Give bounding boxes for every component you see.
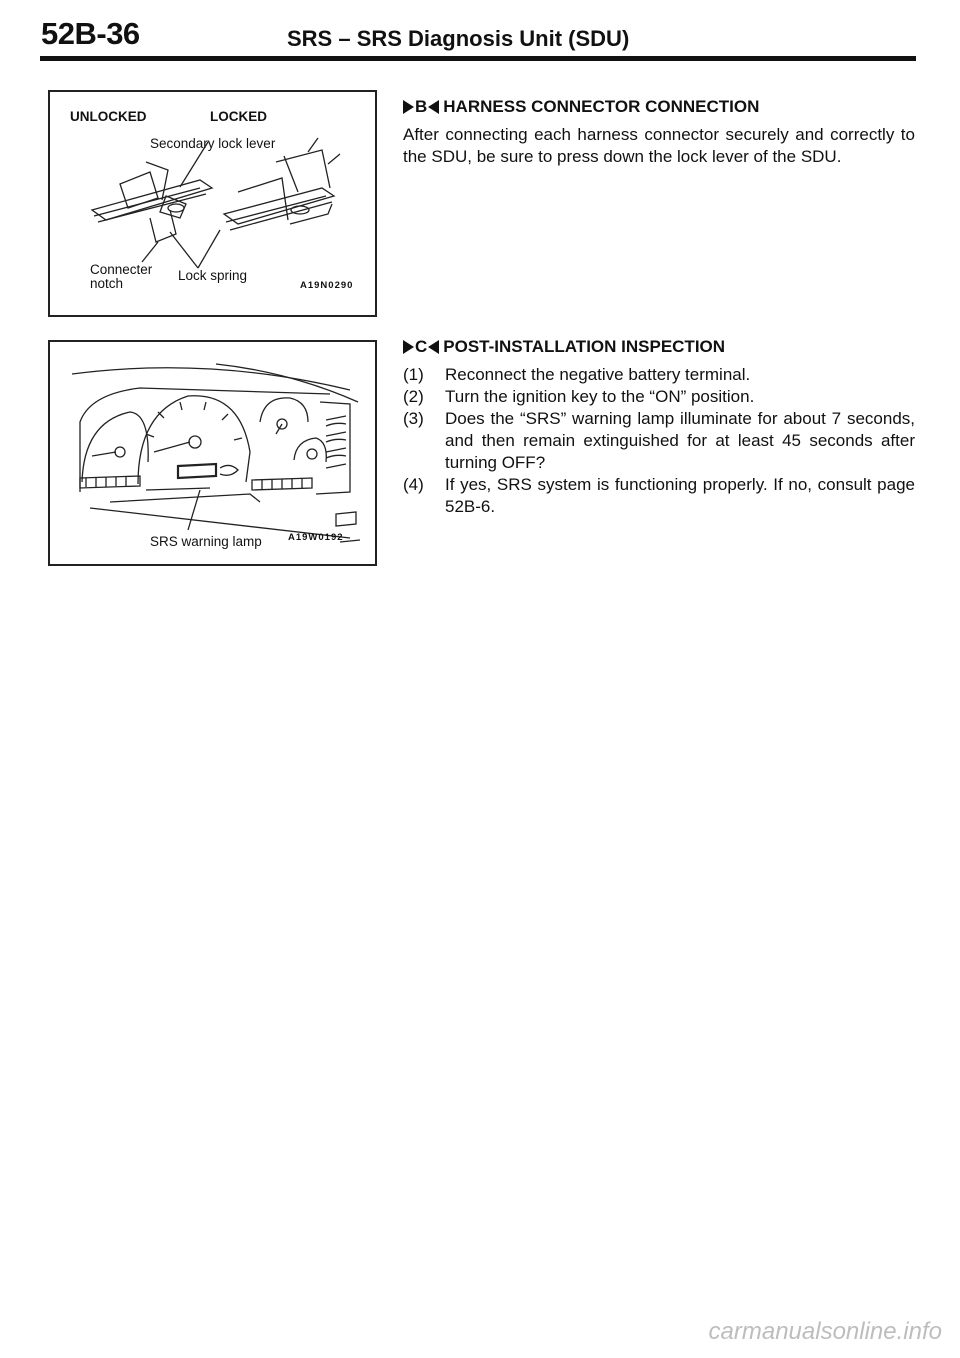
watermark: carmanualsonline.info (708, 1318, 942, 1345)
instrument-cluster-drawing (50, 342, 375, 564)
step-text: Turn the ignition key to the “ON” position. (445, 387, 755, 406)
instrument-cluster-figure (48, 340, 377, 566)
marker-letter: B (415, 97, 428, 116)
page-number: 52B-36 (41, 16, 140, 51)
connector-lock-figure (48, 90, 377, 317)
step-text: Reconnect the negative battery terminal. (445, 365, 751, 384)
page-title: SRS – SRS Diagnosis Unit (SDU) (287, 26, 630, 51)
step-number: (4) (403, 475, 424, 494)
step-text: If yes, SRS system is functioning properly. If no, consult page 52B-6. (445, 475, 915, 516)
triangle-right-icon (403, 340, 414, 354)
list-item (403, 386, 915, 408)
step-number: (1) (403, 365, 424, 384)
label-notch: notch (90, 276, 124, 291)
header-rule (40, 56, 916, 61)
list-item (403, 364, 915, 386)
label-secondary-lock-lever: Secondary lock lever (150, 136, 276, 151)
list-item (403, 408, 915, 474)
step-number: (2) (403, 387, 424, 406)
label-srs-warning-lamp: SRS warning lamp (150, 534, 262, 549)
procedure-marker (403, 337, 439, 357)
section-harness-connector (403, 94, 915, 168)
section-heading (403, 94, 915, 120)
list-item (403, 474, 915, 518)
triangle-left-icon (428, 340, 439, 354)
figure-code: A19N0290 (300, 280, 354, 291)
label-unlocked: UNLOCKED (70, 109, 147, 124)
triangle-left-icon (428, 100, 439, 114)
marker-letter: C (415, 337, 428, 356)
triangle-right-icon (403, 100, 414, 114)
heading-text: POST-INSTALLATION INSPECTION (443, 337, 726, 356)
step-number: (3) (403, 409, 424, 428)
section-body: After connecting each harness connector securely and correctly to the SDU, be sure to press down the lock lever of the SDU. (403, 125, 915, 166)
section-heading (403, 334, 915, 360)
label-lock-spring: Lock spring (178, 268, 248, 283)
inspection-steps (403, 364, 915, 518)
figure-code: A19W0192 (288, 532, 344, 543)
heading-text: HARNESS CONNECTOR CONNECTION (443, 97, 760, 116)
label-connecter: Connecter (90, 262, 153, 277)
step-text: Does the “SRS” warning lamp illuminate for about 7 seconds, and then remain extinguished for at least 45 seconds after turning OFF? (445, 409, 915, 472)
procedure-marker (403, 97, 439, 117)
section-post-installation (403, 334, 915, 518)
label-locked: LOCKED (210, 109, 267, 124)
